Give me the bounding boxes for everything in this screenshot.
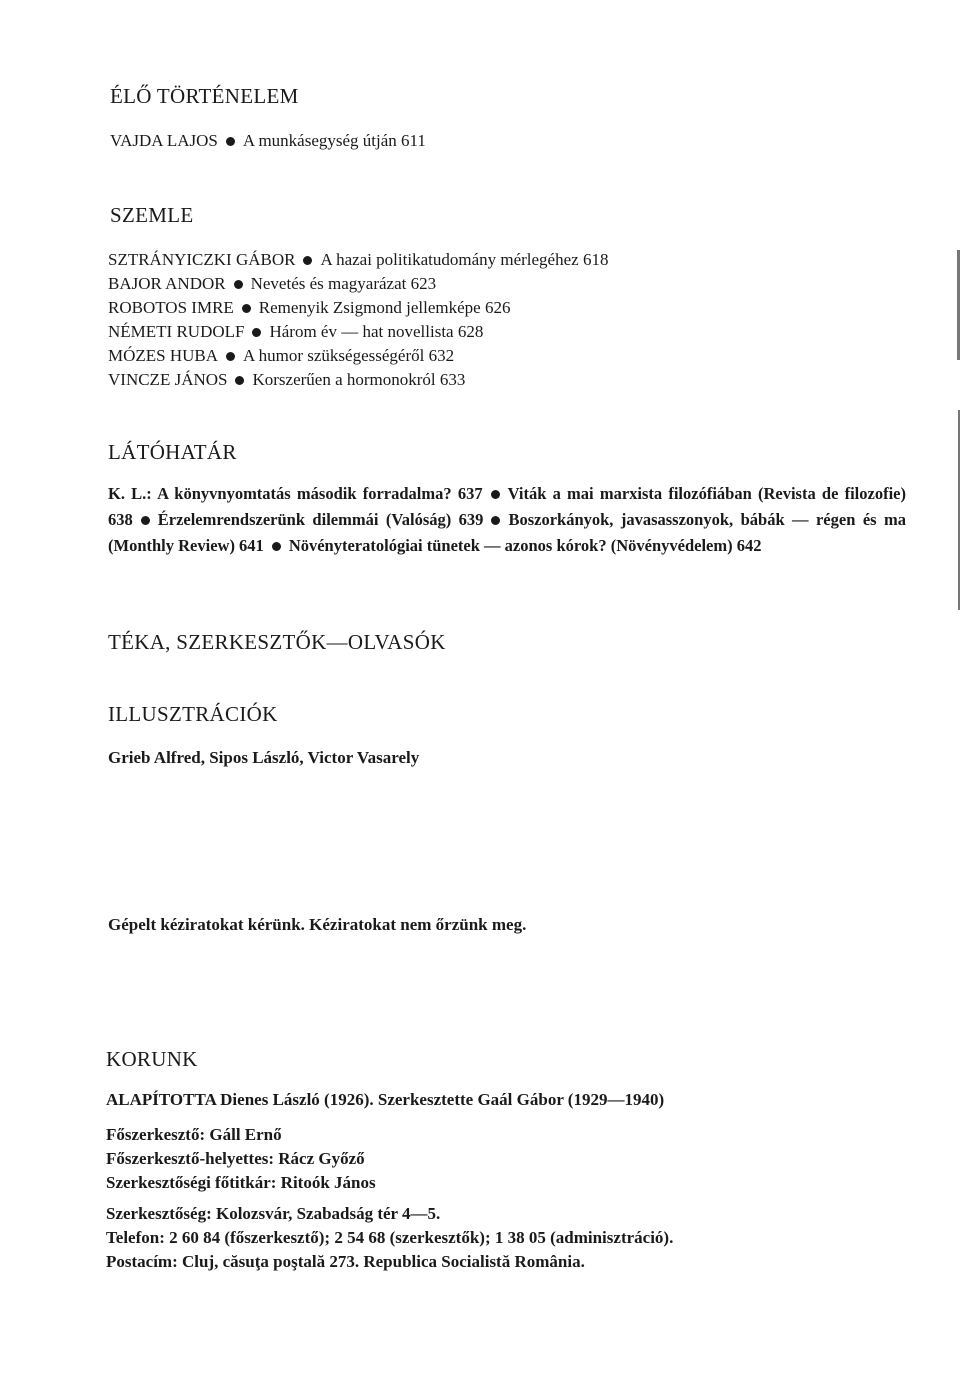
bullet-icon — [491, 516, 500, 525]
contact-line: Telefon: 2 60 84 (főszerkesztő); 2 54 68 (szerkesztők); 1 38 05 (adminisztráció). — [106, 1228, 674, 1247]
section-title-illusztraciok: ILLUSZTRÁCIÓK — [108, 702, 278, 726]
section-title-latohatar: LÁTÓHATÁR — [108, 440, 237, 464]
toc-entry — [108, 344, 608, 368]
staff-list — [106, 1123, 376, 1195]
manuscript-notice: Gépelt kéziratokat kérünk. Kéziratokat nem őrzünk meg. — [108, 915, 527, 934]
szemle-list — [108, 248, 608, 392]
entry-title: A munkásegység útján 611 — [242, 131, 426, 150]
entry-author: VAJDA LAJOS — [110, 131, 218, 150]
entry-author: BAJOR ANDOR — [108, 274, 226, 293]
staff-line: Főszerkesztő: Gáll Ernő — [106, 1125, 282, 1144]
staff-line: Szerkesztőségi főtitkár: Ritoók János — [106, 1173, 376, 1192]
entry-title: A humor szükségességéről 632 — [243, 346, 455, 365]
toc-entry — [108, 320, 608, 344]
entry-title: Remenyik Zsigmond jellemképe 626 — [258, 298, 511, 317]
section-title-teka: TÉKA, SZERKESZTŐK—OLVASÓK — [108, 630, 446, 654]
founded-text: Dienes László (1926). Szerkesztette Gaál Gábor (1929—1940) — [220, 1090, 665, 1109]
contact-list — [106, 1202, 673, 1274]
latohatar-item: Boszorkányok, javasasszonyok, bábák — régen és ma (Monthly Review) 641 — [108, 510, 906, 555]
section-title-elo-tortenelem: ÉLŐ TÖRTÉNELEM — [110, 84, 299, 108]
bullet-icon — [141, 516, 150, 525]
toc-entry — [110, 131, 426, 151]
contact-line: Postacím: Cluj, căsuţa poştală 273. Republica Socialistă România. — [106, 1252, 585, 1271]
toc-entry — [108, 368, 608, 392]
latohatar-paragraph — [108, 481, 906, 559]
entry-author: MÓZES HUBA — [108, 346, 219, 365]
bullet-icon — [242, 304, 251, 313]
toc-entry — [108, 296, 608, 320]
founded-label: ALAPÍTOTTA — [106, 1090, 216, 1109]
staff-line: Főszerkesztő-helyettes: Rácz Győző — [106, 1149, 365, 1168]
toc-entry — [108, 248, 608, 272]
illustrators-list: Grieb Alfred, Sipos László, Victor Vasarely — [108, 748, 420, 767]
latohatar-item: Növényteratológiai tünetek — azonos kórok? (Növényvédelem) 642 — [288, 536, 762, 555]
bullet-icon — [272, 542, 281, 551]
entry-title: Három év — hat novellista 628 — [269, 322, 484, 341]
contact-line: Szerkesztőség: Kolozsvár, Szabadság tér 4—5. — [106, 1204, 441, 1223]
latohatar-item: Érzelemrendszerünk dilemmái (Valóság) 639 — [157, 510, 484, 529]
toc-entry — [108, 272, 608, 296]
section-title-szemle: SZEMLE — [110, 203, 194, 227]
founded-line — [106, 1090, 664, 1110]
latohatar-item: Viták a mai marxista filozófiában (Revista de filozofie) 638 — [108, 484, 906, 529]
entry-author: ROBOTOS IMRE — [108, 298, 234, 317]
bullet-icon — [303, 256, 312, 265]
bullet-icon — [226, 352, 235, 361]
latohatar-item: K. L.: A könyvnyomtatás második forradalma? 637 — [108, 484, 483, 503]
journal-title: KORUNK — [106, 1047, 198, 1071]
entry-author: SZTRÁNYICZKI GÁBOR — [108, 250, 296, 269]
entry-title: A hazai politikatudomány mérlegéhez 618 — [320, 250, 609, 269]
bullet-icon — [234, 280, 243, 289]
bullet-icon — [491, 490, 500, 499]
entry-title: Nevetés és magyarázat 623 — [250, 274, 437, 293]
entry-author: VINCZE JÁNOS — [108, 370, 228, 389]
bullet-icon — [235, 376, 244, 385]
entry-title: Korszerűen a hormonokról 633 — [252, 370, 466, 389]
bullet-icon — [226, 137, 235, 146]
bullet-icon — [252, 328, 261, 337]
entry-author: NÉMETI RUDOLF — [108, 322, 245, 341]
